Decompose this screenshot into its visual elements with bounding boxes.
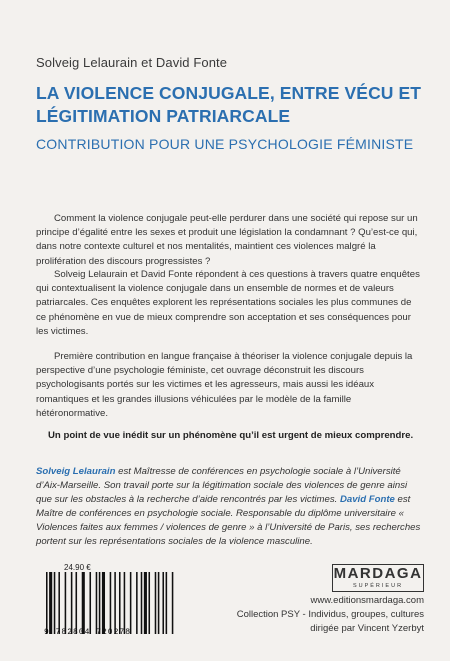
blurb-paragraph-2 [36,268,420,339]
barcode-bar [71,572,73,634]
barcode-bar [119,572,121,634]
barcode-bar [65,572,67,634]
publisher-logo-name: MARDAGA [333,565,423,582]
barcode-bar [89,572,91,634]
barcode-bar [130,572,132,634]
blurb-text-3: Première contribution en langue française à théoriser la violence conjugale depuis la perspective d’une psychologie féministe, cet ouvrage déconstruit les discours psychologisants portés sur les victimes et les agresseurs, mais aussi les idéaux romantiques et les grandes illusions véhiculées par le modèle de la famille hétéronormative. [36,351,413,419]
barcode-bar [114,572,116,634]
barcode-bar [54,572,56,634]
barcode-graphic [44,572,180,634]
blurb-text-2: Solveig Lelaurain et David Fonte répondent à ces questions à travers quatre enquêtes qui contextualisent la violence conjugale dans un ensemble de normes et de valeurs patriarcales. Ces enquêtes explorent les représentations sociales les plus communes de ce phénomène en vue de mieux comprendre son acceptation et ses conséquences pour les victimes. [36,269,420,337]
barcode-bar [141,572,143,634]
collection-director: dirigée par Vincent Yzerbyt [310,623,424,634]
barcode-bar [136,572,138,634]
barcode-bar [99,572,101,634]
barcode-bar [96,572,98,634]
barcode-bar [155,572,157,634]
bio-text-1: est Maîtresse de conférences en psychologie sociale à l’Université d’Aix-Marseille. Son travail porte sur la légitimation sociale des violences de genre ainsi que sur les obstacles à la recherche d’aide rencontrés par les victimes. [36,466,408,505]
barcode-bar [172,572,174,634]
blurb-paragraph-1 [36,212,420,269]
blurb-paragraph-3 [36,350,420,421]
publisher-logo-sub: SUPÉRIEUR [352,583,404,589]
barcode-bar [166,572,168,634]
book-title: LA VIOLENCE CONJUGALE, ENTRE VÉCU ET LÉGITIMATION PATRIARCALE [36,83,422,126]
price-label: 24.90 € [64,563,91,572]
isbn-number: 9 782804 720278 [44,628,132,637]
book-subtitle: CONTRIBUTION POUR UNE PSYCHOLOGIE FÉMINISTE [36,136,414,152]
barcode-bar [58,572,60,634]
bio-name-2: David Fonte [339,493,395,505]
publisher-logo [332,564,424,592]
barcode-bar [158,572,160,634]
bio-name-1: Solveig Lelaurain [36,466,116,477]
collection-name: Collection PSY - Individus, groupes, cultures [236,609,424,620]
barcode-bar [46,572,48,634]
authors-line: Solveig Lelaurain et David Fonte [36,55,228,70]
bio-text-2: est Maître de conférences en psychologie sociale. Responsable du diplôme universitaire « Violences faites aux femmes / violences de genre » à l’Université de Paris, ses recherches portent sur les représentations sociales de la violence masculine. [36,493,421,547]
barcode-bar [144,572,147,634]
author-bio [36,465,424,548]
barcode-bar [49,572,52,634]
blurb-text-1: Comment la violence conjugale peut-elle perdurer dans une société qui repose sur un principe d’égalité entre les sexes et produit une législation la condamnant ? Qu’est-ce qui, dans notre contexte culturel et nos mentalités, maintient ces violences malgré la prolifération des discours progressistes ? [36,213,418,267]
barcode-bar [102,572,105,634]
barcode-bar [148,572,150,634]
barcode-bar [82,572,85,634]
barcode-bar [110,572,112,634]
barcode-bar [76,572,78,634]
publisher-website: www.editionsmardaga.com [310,595,424,606]
barcode-bar [162,572,164,634]
barcode-bar [124,572,126,634]
tagline: Un point de vue inédit sur un phénomène qu’il est urgent de mieux comprendre. [48,430,414,441]
